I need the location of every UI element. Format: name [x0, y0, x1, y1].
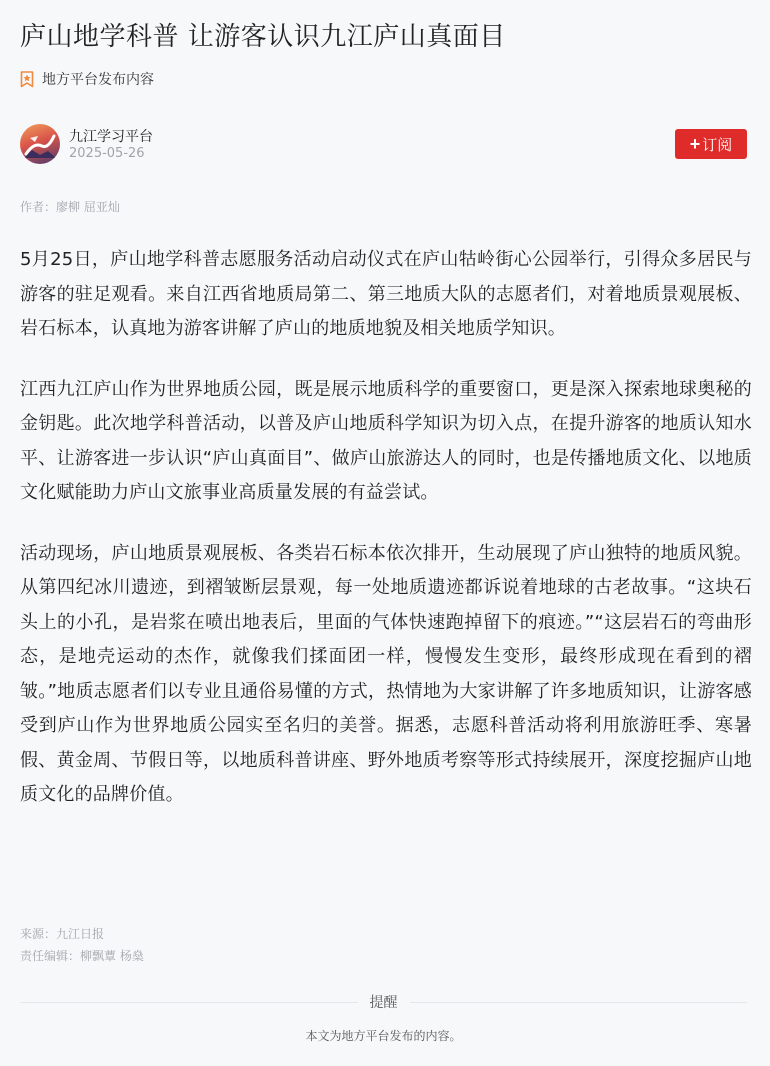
- bookmark-star-icon: [20, 71, 34, 88]
- article-body: [20, 243, 752, 839]
- article-paragraph: 5月25日，庐山地学科普志愿服务活动启动仪式在庐山牯岭街心公园举行，引得众多居民与游客的驻足观看。来自江西省地质局第二、第三地质大队的志愿者们，对着地质景观展板、岩石标本，认真地为游客讲解了庐山的地质地貌及相关地质学知识。: [20, 249, 752, 339]
- article-byline: 作者：廖柳 屈亚灿: [20, 200, 120, 214]
- platform-source-tag: [20, 69, 154, 89]
- reminder-notice: [20, 991, 747, 1044]
- publish-date: 2025-05-26: [69, 146, 145, 161]
- article-title: 庐山地学科普 让游客认识九江庐山真面目: [20, 22, 506, 52]
- article-paragraph: 江西九江庐山作为世界地质公园，既是展示地质科学的重要窗口，更是深入探索地球奥秘的金钥匙。此次地学科普活动，以普及庐山地质科学知识为切入点，在提升游客的地质认知水平、让游客进一步认识“庐山真面目”、做庐山旅游达人的同时，也是传播地质文化、以地质文化赋能助力庐山文旅事业高质量发展的有益尝试。: [20, 378, 752, 503]
- notice-header: [20, 991, 747, 1013]
- source-tag-label: 地方平台发布内容: [42, 72, 154, 88]
- divider-right: [410, 1002, 748, 1003]
- plus-icon: +: [689, 133, 701, 154]
- article-paragraph: 活动现场，庐山地质景观展板、各类岩石标本依次排开，生动展现了庐山独特的地质风貌。从第四纪冰川遗迹，到褶皱断层景观，每一处地质遗迹都诉说着地球的古老故事。“这块石头上的小孔，是岩浆在喷出地表后，里面的气体快速跑掉留下的痕迹。”“这层岩石的弯曲形态，是地壳运动的杰作，就像我们揉面团一样，慢慢发生变形，最终形成现在看到的褶皱。”地质志愿者们以专业且通俗易懂的方式，热情地为大家讲解了许多地质知识，让游客感受到庐山作为世界地质公园实至名归的美誉。据悉，志愿科普活动将利用旅游旺季、寒暑假、黄金周、节假日等，以地质科普讲座、野外地质考察等形式持续展开，深度挖掘庐山地质文化的品牌价值。: [20, 542, 752, 805]
- notice-text: 本文为地方平台发布的内容。: [305, 1029, 462, 1043]
- article-footer-meta: [20, 923, 144, 967]
- account-avatar[interactable]: [20, 124, 60, 164]
- divider-left: [20, 1002, 358, 1003]
- responsible-editor: 责任编辑：柳飘蕈 杨燊: [20, 949, 144, 963]
- author-bar: [20, 124, 747, 166]
- subscribe-label: 订阅: [702, 136, 733, 154]
- subscribe-button[interactable]: [675, 129, 747, 159]
- account-name[interactable]: 九江学习平台: [69, 129, 153, 145]
- notice-title: 提醒: [369, 995, 398, 1011]
- article-source: 来源：九江日报: [20, 927, 105, 941]
